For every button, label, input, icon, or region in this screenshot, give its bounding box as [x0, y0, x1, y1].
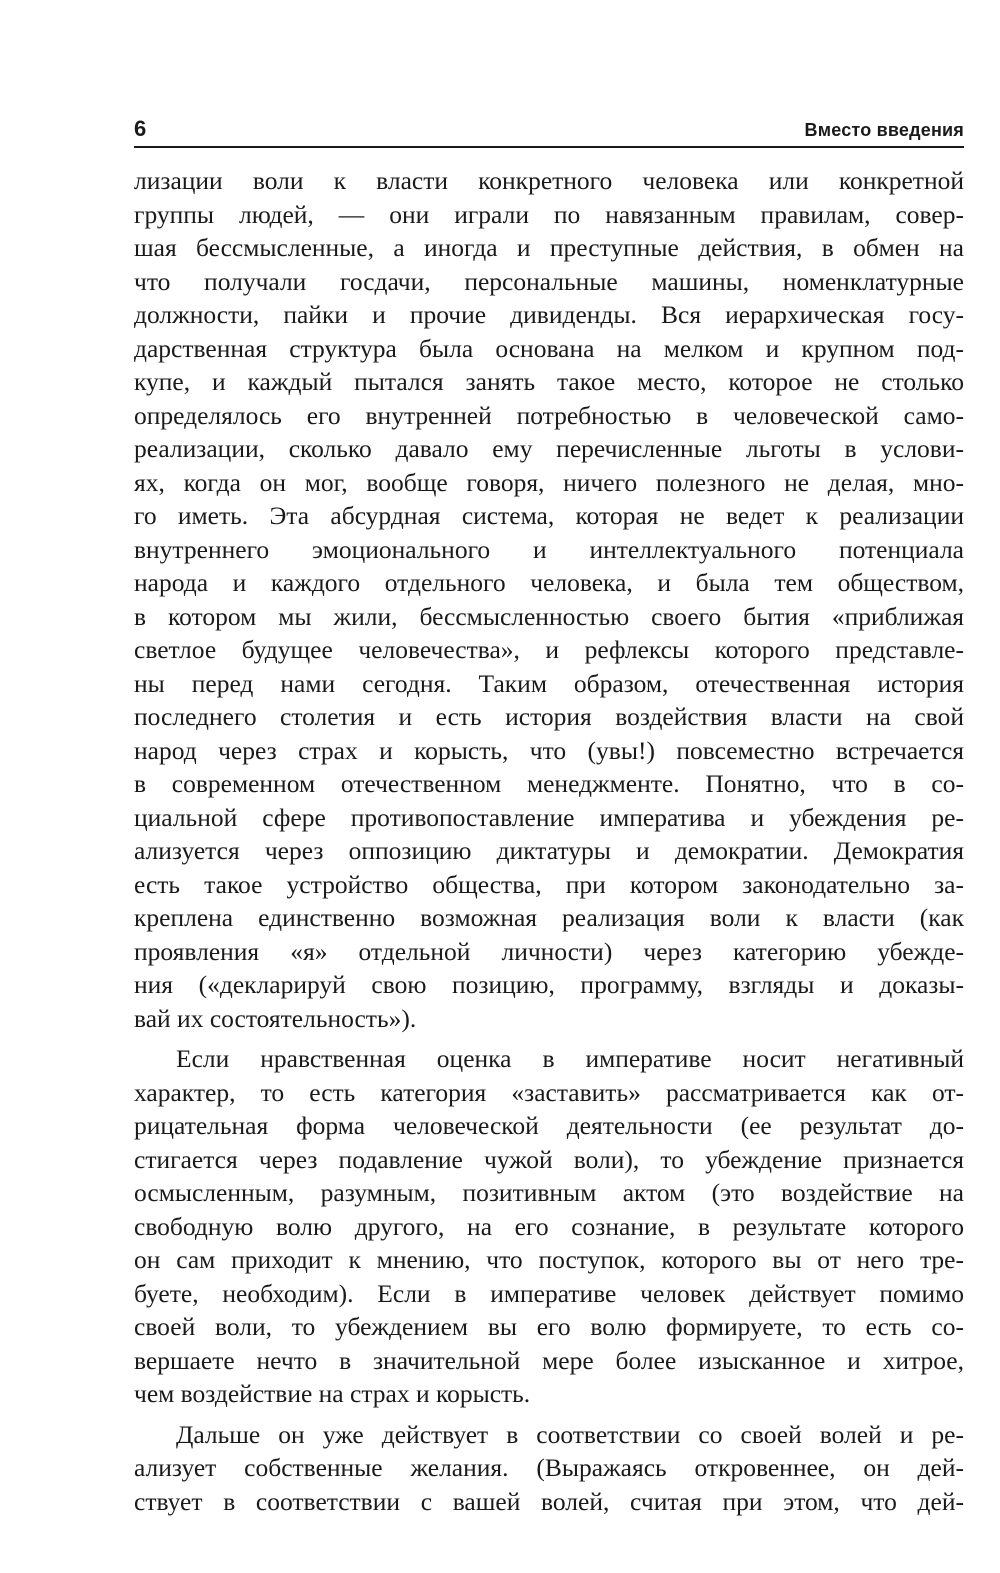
text-line: последнего столетия и есть история воздействия власти на свой [134, 702, 964, 731]
text-line: ях, когда он мог, вообще говоря, ничего полезного не делая, мно- [134, 467, 964, 497]
book-page [134, 112, 964, 1518]
text-line: ния («декларируй свою позицию, программу, взгляды и доказы- [134, 970, 964, 999]
text-line: дарственная структура была основана на мелком и крупном под- [134, 333, 964, 363]
text-line: ствует в соответствии с вашей волей, считая при этом, что дей- [134, 1486, 964, 1516]
text-line: должности, пайки и прочие дивиденды. Вся иерархическая госу- [134, 300, 964, 329]
text-line: в котором мы жили, бессмысленностью своего бытия «приближая [134, 601, 964, 631]
text-line: лизации воли к власти конкретного человека или конкретной [134, 166, 964, 195]
text-line: свободную волю другого, на его сознание, в результате которого [134, 1211, 964, 1241]
text-line: в современном отечественном менеджменте. Понятно, что в со- [134, 769, 964, 798]
body-text [134, 164, 964, 1518]
text-line: проявления «я» отдельной личности) через категорию убежде- [134, 936, 964, 966]
text-line: Дальше он уже действует в соответствии со своей волей и ре- [176, 1419, 964, 1449]
text-line: го иметь. Эта абсурдная система, которая не ведет к реализации [134, 501, 964, 530]
text-line: шая бессмысленные, а иногда и преступные действия, в обмен на [134, 233, 964, 262]
text-line: он сам приходит к мнению, что поступок, которого вы от него тре- [134, 1245, 964, 1274]
text-line: группы людей, — они играли по навязанным правилам, совер- [134, 199, 964, 229]
text-line: внутреннего эмоционального и интеллектуального потенциала [134, 534, 964, 564]
text-line: рицательная форма человеческой деятельности (ее результат до- [134, 1111, 964, 1140]
section-title: Вместо введения [804, 120, 964, 140]
text-line: осмысленным, разумным, позитивным актом (это воздействие на [134, 1178, 964, 1207]
text-line: ализует собственные желания. (Выражаясь откровеннее, он дей- [134, 1453, 964, 1482]
text-line: ны перед нами сегодня. Таким образом, отечественная история [134, 668, 964, 698]
text-line: есть такое устройство общества, при котором законодательно за- [134, 869, 964, 899]
text-line: вай их состоятельность»). [134, 1003, 417, 1033]
text-line: купе, и каждый пытался занять такое место, которое не столько [134, 367, 964, 396]
text-line: креплена единственно возможная реализация воли к власти (как [134, 903, 964, 932]
text-line: характер, то есть категория «заставить» рассматривается как от- [134, 1077, 964, 1107]
running-header [134, 112, 964, 148]
text-line: реализации, сколько давало ему перечисленные льготы в услови- [134, 434, 964, 463]
text-line: стигается через подавление чужой воли), то убеждение признается [134, 1144, 964, 1174]
text-line: чем воздействие на страх и корысть. [134, 1379, 531, 1408]
text-line: светлое будущее человечества», и рефлексы которого представле- [134, 635, 964, 664]
text-line: народ через страх и корысть, что (увы!) повсеместно встречается [134, 735, 964, 765]
text-line: буете, необходим). Если в императиве человек действует помимо [134, 1278, 964, 1308]
paragraph-gap [134, 1411, 964, 1418]
text-line: вершаете нечто в значительной мере более изысканное и хитрое, [134, 1345, 964, 1375]
text-line: что получали госдачи, персональные машины, номенклатурные [134, 266, 964, 296]
text-line: циальной сфере противопоставление императива и убеждения ре- [134, 802, 964, 832]
paragraph-gap [134, 1035, 964, 1042]
page-number: 6 [134, 116, 147, 141]
text-line: ализуется через оппозицию диктатуры и демократии. Демократия [134, 836, 964, 865]
text-line: определялось его внутренней потребностью в человеческой само- [134, 400, 964, 430]
text-line: народа и каждого отдельного человека, и была тем обществом, [134, 568, 964, 597]
text-line: Если нравственная оценка в императиве носит негативный [176, 1044, 964, 1073]
text-line: своей воли, то убеждением вы его волю формируете, то есть со- [134, 1312, 964, 1341]
